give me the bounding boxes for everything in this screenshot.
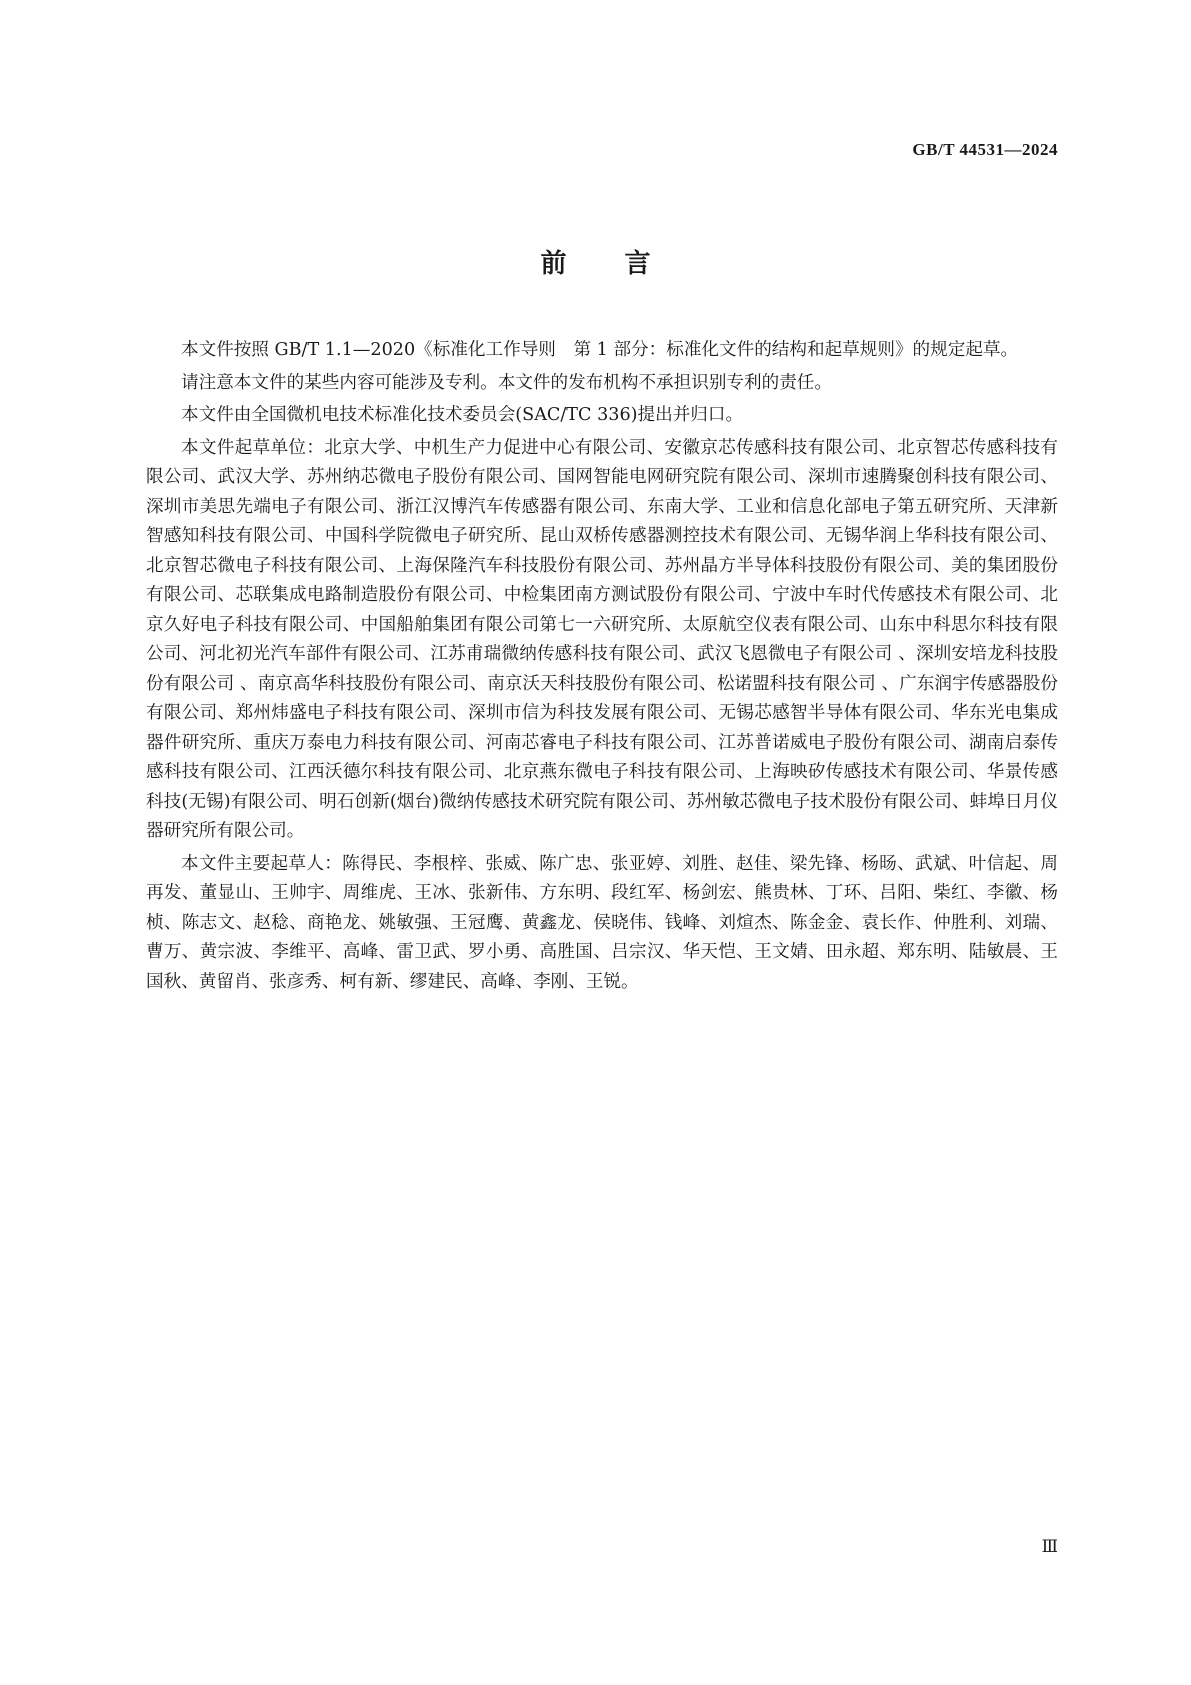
standard-code: GB/T 44531—2024	[912, 140, 1058, 159]
foreword-body	[146, 336, 1058, 1000]
paragraph-patent-notice: 请注意本文件的某些内容可能涉及专利。本文件的发布机构不承担识别专利的责任。	[181, 372, 832, 393]
paragraph-main-drafters: 本文件主要起草人：陈得民、李根梓、张威、陈广忠、张亚婷、刘胜、赵佳、梁先锋、杨旸、武斌、叶信起、周再发、董显山、王帅宇、周维虎、王冰、张新伟、方东明、段红军、杨剑宏、熊贵林、丁环、吕阳、柴红、李徽、杨桢、陈志文、赵稔、商艳龙、姚敏强、王冠鹰、黄鑫龙、侯晓伟、钱峰、刘煊杰、陈金金、袁长作、仲胜利、刘瑞、曹万、黄宗波、李维平、高峰、雷卫武、罗小勇、高胜国、吕宗汉、华天恺、王文婧、田永超、郑东明、陆敏晨、王国秋、黄留肖、张彦秀、柯有新、缪建民、高峰、李刚、王锐。	[146, 853, 1058, 992]
page-title: 前言	[540, 249, 709, 279]
paragraph-proposer: 本文件由全国微机电技术标准化技术委员会(SAC/TC 336)提出并归口。	[181, 405, 744, 425]
paragraph-drafting-units: 本文件起草单位：北京大学、中机生产力促进中心有限公司、安徽京芯传感科技有限公司、北京智芯传感科技有限公司、武汉大学、苏州纳芯微电子股份有限公司、国网智能电网研究院有限公司、深圳市速腾聚创科技有限公司、深圳市美思先端电子有限公司、浙江汉博汽车传感器有限公司、东南大学、工业和信息化部电子第五研究所、天津新智感知科技有限公司、中国科学院微电子研究所、昆山双桥传感器测控技术有限公司、无锡华润上华科技有限公司、北京智芯微电子科技有限公司、上海保隆汽车科技股份有限公司、苏州晶方半导体科技股份有限公司、美的集团股份有限公司、芯联集成电路制造股份有限公司、中检集团南方测试股份有限公司、宁波中车时代传感技术有限公司、北京久好电子科技有限公司、中国船舶集团有限公司第七一六研究所、太原航空仪表有限公司、山东中科思尔科技有限公司、河北初光汽车部件有限公司、江苏甫瑞微纳传感科技有限公司、武汉飞恩微电子有限公司 、深圳安培龙科技股份有限公司 、南京高华科技股份有限公司、南京沃天科技股份有限公司、松诺盟科技有限公司 、广东润宇传感器股份有限公司、郑州炜盛电子科技有限公司、深圳市信为科技发展有限公司、无锡芯感智半导体有限公司、华东光电集成器件研究所、重庆万泰电力科技有限公司、河南芯睿电子科技有限公司、江苏普诺威电子股份有限公司、湖南启泰传感科技有限公司、江西沃德尔科技有限公司、北京燕东微电子科技有限公司、上海映矽传感技术有限公司、华景传感科技(无锡)有限公司、明石创新(烟台)微纳传感技术研究院有限公司、苏州敏芯微电子技术股份有限公司、蚌埠日月仪器研究所有限公司。	[146, 437, 1058, 841]
paragraph-drafting-rules: 本文件按照 GB/T 1.1—2020《标准化工作导则 第 1 部分：标准化文件的结构和起草规则》的规定起草。	[181, 340, 1019, 360]
page-number: Ⅲ	[1041, 1537, 1058, 1556]
